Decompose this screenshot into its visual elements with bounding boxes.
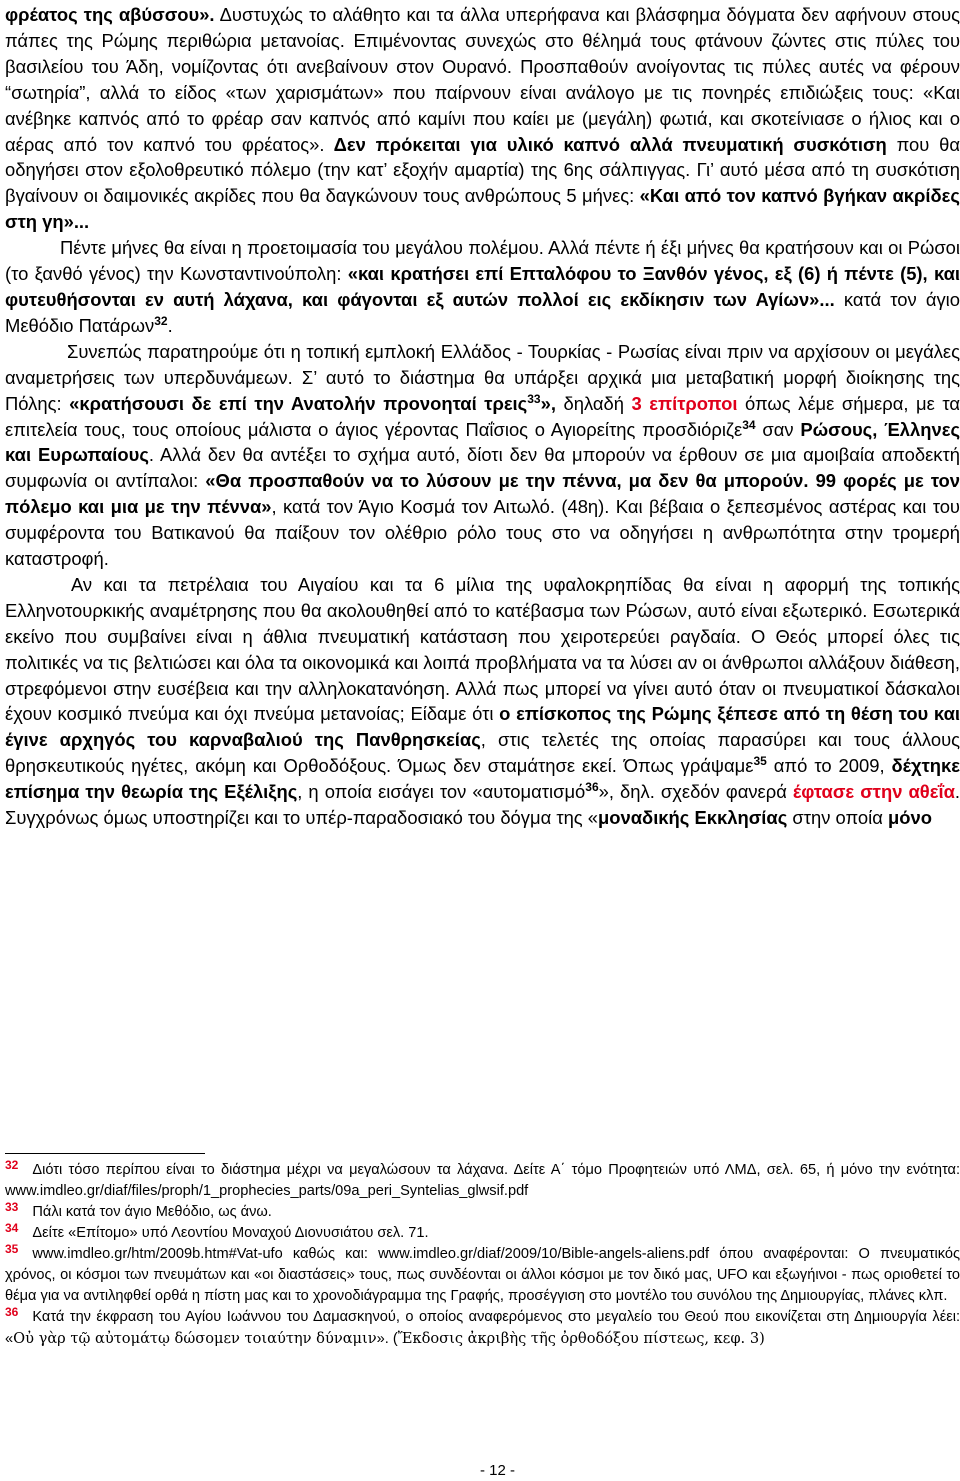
text-bold: φρέατος της αβύσσου». bbox=[5, 4, 215, 25]
text-run: , στις τελετές της οποίας παρασύρει και τους άλλους θρησκευτικούς ηγέτες, ακόμη και Ορθοδόξους. Όμως δεν σταμάτησε εκεί. Όπως γράψαμε bbox=[5, 729, 960, 777]
footnote-number: 34 bbox=[5, 1221, 19, 1235]
text-run: . bbox=[167, 314, 173, 336]
paragraph-3 bbox=[5, 339, 960, 572]
footnote-text: www.imdleo.gr/htm/2009b.htm#Vat-ufo καθώς και: www.imdleo.gr/diaf/2009/10/Bible-angels-aliens.pdf όπου αναφέρονται: Ο πνευματικός χρόνος, οι κόσμοι των πνευμάτων και «οι διαστάσεις» τους, πως συνδέονται οι άλλοι κόσμοι με τον δικό μας, UFO και εξωγήινοι - πως οριοθετεί το θέμα για να αντιληφθεί ορθά η πίστη μας και το χρονοδιάγραμμα της Γραφής, προσέγγιση στο μοντέλο του συνόλου της Δημιουργίας, πλάνες κλπ. bbox=[5, 1246, 960, 1304]
footnote-text: Κατά την έκφραση του Αγίου Ιωάννου του Δαμασκηνού, ο οποίος αναφερόμενος στο μεγαλείο του Θεού που εικονίζεται στη Δημιουργία λέει: « bbox=[5, 1309, 960, 1347]
footnote-text: ». ( bbox=[376, 1331, 398, 1347]
text-bold: Ρώσους, Έλληνες και Ευρωπαίους bbox=[5, 418, 960, 466]
footnote-ref[interactable]: 34 bbox=[742, 417, 756, 432]
footnotes bbox=[5, 1160, 960, 1350]
text-highlight: 3 επίτροποι bbox=[631, 392, 738, 414]
footnote-33 bbox=[5, 1202, 960, 1223]
footnote-number: 36 bbox=[5, 1305, 19, 1319]
text-run: », δηλ. σχεδόν φανερά bbox=[598, 781, 793, 803]
footnote-ref[interactable]: 35 bbox=[753, 754, 767, 769]
paragraph-2 bbox=[5, 235, 960, 339]
text-run: . Αλλά δεν θα αντέξει το σχήμα αυτό, δίοτι δεν θα μπορούν να έρθουν σε μια αμοιβαία αποδεκτή συμφωνία οι αντίπαλοι: bbox=[5, 444, 960, 492]
footnote-35 bbox=[5, 1244, 960, 1307]
footnote-number: 35 bbox=[5, 1242, 19, 1256]
text-bold: Δεν πρόκειται για υλικό καπνό αλλά πνευματική συσκότιση bbox=[324, 133, 887, 155]
text-bold: μόνο bbox=[887, 807, 932, 829]
text-run: , η οποία εισάγει τον «αυτοματισμό bbox=[297, 781, 586, 803]
text-bold: δέχτηκε επίσημα την θεωρία της Εξέλιξης bbox=[5, 755, 960, 803]
text-run: όπως λέμε σήμερα, με τα επιτελεία τους, τους οποίους μάλιστα ο άγιος γέροντας Παΐσιος ο Αγιορείτης προσδιόριζε bbox=[5, 392, 960, 440]
text-run: Συνεπώς παρατηρούμε ότι η τοπική εμπλοκή Ελλάδος - Τουρκίας - Ρωσίας είναι πριν να αρχίσουν οι μεγάλες αναμετρήσεις των υπερδυνάμεων. Σ’ αυτό το διάστημα θα υπάρξει αρχικά μια μεταβατική μορφή διοίκησης της Πόλης: bbox=[5, 340, 960, 414]
text-bold: », bbox=[540, 392, 556, 414]
text-bold: «κρατήσουσι δε επί την Ανατολήν προνοηταί τρεις bbox=[69, 392, 528, 414]
text-bold: ο επίσκοπος της Ρώμης ξέπεσε από τη θέση του και έγινε αρχηγός του καρναβαλιού της Πανθρησκείας bbox=[5, 703, 960, 751]
footnote-source: Ἔκδοσις ἀκριβὴς τῆς ὀρθοδόξου πίστεως, κεφ. 3) bbox=[397, 1330, 765, 1347]
text-bold: «Και από τον καπνό βγήκαν ακρίδες στη γη»... bbox=[5, 185, 960, 233]
text-run: κατά τον άγιο Μεθόδιο Πατάρων bbox=[5, 288, 960, 336]
text-bold: μοναδικής Εκκλησίας bbox=[598, 807, 788, 829]
text-run: που θα οδηγήσει στον εξολοθρευτικό πόλεμο (την κατ’ εξοχήν αμαρτία) της 6ης σάλπιγγας. Γι’ αυτό μέσα από τη συσκότιση βγαίνουν οι δαιμονικές ακρίδες που θα δαγκώνουν τους ανθρώπους 5 μήνες: bbox=[5, 133, 960, 207]
main-text bbox=[5, 2, 960, 831]
footnote-greek-quote: Οὐ γὰρ τῷ αὐτομάτῳ δώσομεν τοιαύτην δύναμιν bbox=[13, 1330, 377, 1347]
footnote-number: 32 bbox=[5, 1158, 19, 1172]
footnote-32 bbox=[5, 1160, 960, 1202]
footnote-text: Πάλι κατά τον άγιο Μεθόδιο, ως άνω. bbox=[32, 1204, 272, 1220]
page-number: - 12 - bbox=[480, 1462, 516, 1479]
paragraph-4 bbox=[5, 572, 960, 831]
footnote-text: Δείτε «Επίτομο» υπό Λεοντίου Μοναχού Διονυσιάτου σελ. 71. bbox=[32, 1225, 429, 1241]
text-run: . Συγχρόνως όμως υποστηρίζει και το υπέρ-παραδοσιακό του δόγμα της « bbox=[5, 781, 960, 829]
paragraph-1 bbox=[5, 2, 960, 235]
footnote-34 bbox=[5, 1223, 960, 1244]
footnote-36 bbox=[5, 1307, 960, 1350]
text-run: από το 2009, bbox=[766, 755, 892, 777]
footnote-separator bbox=[5, 1153, 205, 1154]
footnote-ref[interactable]: 36 bbox=[585, 780, 599, 795]
text-run: στην οποία bbox=[787, 807, 888, 829]
footnote-number: 33 bbox=[5, 1200, 19, 1214]
text-run: , κατά τον Άγιο Κοσμά τον Αιτωλό. (48η). Και βέβαια ο ξεπεσμένος αστέρας και του συμφέροντα του Βατικανού θα παίξουν τον ολέθριο ρόλο τους στο να οδηγήσει η ανθρωπότητα στην τρομερή καταστροφή. bbox=[5, 496, 960, 570]
text-run: Πέντε μήνες θα είναι η προετοιμασία του μεγάλου πολέμου. Αλλά πέντε ή έξι μήνες θα κρατήσουν και οι Ρώσοι (το ξανθό γένος) την Κωνσταντινούπολη: bbox=[5, 237, 960, 285]
text-highlight: έφτασε στην αθεΐα bbox=[792, 781, 955, 803]
text-bold: «και κρατήσει επί Επταλόφου το Ξανθόν γένος, εξ (6) ή πέντε (5), και φυτευθήσονται εν αυτή λάχανα, και φάγονται εξ αυτών πολλοί εις εκδίκησιν των Αγίων»... bbox=[5, 263, 960, 310]
text-run: δηλαδή bbox=[555, 392, 632, 414]
text-bold: «Θα προσπαθούν να το λύσουν με την πέννα, μα δεν θα μπορούν. 99 φορές με τον πόλεμο και μια με την πέννα» bbox=[5, 470, 960, 518]
text-run: σαν bbox=[755, 418, 801, 440]
text-run: Δυστυχώς το αλάθητο και τα άλλα υπερήφανα και βλάσφημα δόγματα δεν αφήνουν στους πάπες της Ρώμης περιθώρια μετανοίας. Επιμένοντας συνεχώς στο θέλημά τους φτάνουν ζώντες στις πύλες του βασιλείου του Άδη, νομίζοντας ότι ανεβαίνουν στον Ουρανό. Προσπαθούν ανοίγοντας τις πύλες αυτές να φέρουν “σωτηρία”, αλλά το είδος «των χαρισμάτων» που παίρνουν είναι ανάλογο με τις πονηρές επιδιώξεις τους: «Και ανέβηκε καπνός από το φρέαρ σαν καπνός από καμίνι που καίει με (μεγάλη) φωτιά, και σκοτείνιασε ο ήλιος και ο αέρας από τον καπνό του φρέατος». bbox=[5, 4, 960, 155]
text-run: Αν και τα πετρέλαια του Αιγαίου και τα 6 μίλια της υφαλοκρηπίδας θα είναι η αφορμή της τοπικής Ελληνοτουρκικής αναμέτρησης που θα ακολουθηθεί από το κατέβασμα των Ρώσων, αυτό είναι εξωτερικό. Εσωτερικά εκείνο που συμβαίνει είναι η άθλια πνευματική κατάσταση που χειροτερεύει ραγδαία. Ο Θεός μπορεί όλες τις πολιτικές να τις βελτιώσει και όλα τα οικονομικά και λοιπά προβλήματα να τα λύσει αν οι άνθρωποι αλλάξουν διάθεση, στρεφόμενοι στην ευσέβεια και την αλληλοκατανόηση. Αλλά πως μπορεί να γίνει αυτό όταν οι πνευματικοί δάσκαλοι έχουν κοσμικό πνεύμα και όχι πνεύμα μετανοίας; Είδαμε ότι bbox=[5, 573, 960, 725]
footnote-text: Διότι τόσο περίπου είναι το διάστημα μέχρι να μεγαλώσουν τα λάχανα. Δείτε Α΄ τόμο Προφητειών υπό ΛΜΔ, σελ. 65, ή μόνο την ενότητα: www.imdleo.gr/diaf/files/proph/1_prophecies_parts/09a_peri_Syntelias_glwsif.pdf bbox=[5, 1162, 960, 1199]
footnote-ref[interactable]: 33 bbox=[527, 391, 541, 406]
footnote-ref[interactable]: 32 bbox=[154, 313, 168, 328]
